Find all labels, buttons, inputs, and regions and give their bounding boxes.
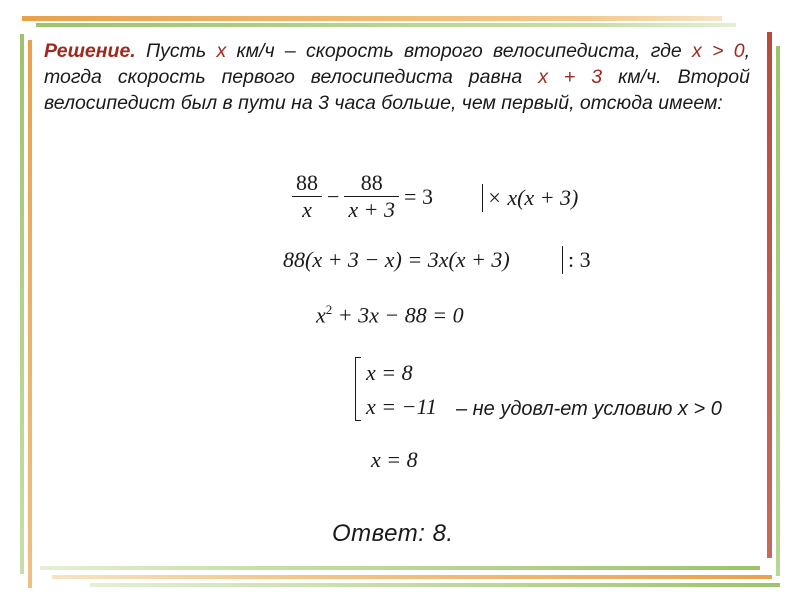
frame-bar-top-orange: [22, 16, 722, 21]
solution-label: Решение.: [44, 40, 136, 62]
intro-text-2: км/ч – скорость второго велосипедиста, где: [226, 40, 693, 62]
fraction-2-numerator: 88: [344, 170, 399, 197]
intro-text-4: км/ч. Второй велосипедист был в пути на 3 часа больше, чем первый, отсюда имеем:: [44, 66, 750, 114]
roots-bracket: [355, 357, 361, 421]
equation-1-rhs: = 3: [404, 183, 433, 209]
root-1: x = 8: [366, 360, 413, 385]
equation-3-exponent: 2: [325, 302, 333, 317]
intro-expression: x + 3: [538, 66, 603, 88]
fraction-1-numerator: 88: [292, 170, 322, 197]
intro-text-3: , тогда скорость первого велосипедиста равна: [44, 40, 751, 88]
equation-3-base: x: [316, 302, 326, 328]
equation-3-rest: + 3x − 88 = 0: [332, 302, 464, 328]
root-2-note: – не удовл-ет условию x > 0: [456, 398, 722, 420]
minus-sign: −: [327, 183, 340, 209]
multiplier-bar: [482, 184, 483, 212]
fraction-1: [292, 170, 322, 223]
frame-bar-top-green: [36, 23, 736, 27]
equation-1: [292, 170, 438, 223]
frame-bar-bottom-orange: [52, 575, 772, 579]
fraction-2: [344, 170, 399, 223]
frame-bar-bottom-green-2: [90, 583, 780, 587]
frame-bar-bottom-green: [40, 566, 760, 570]
intro-variable: x: [216, 40, 227, 62]
divisor-bar: [562, 246, 563, 274]
intro-condition: x > 0: [692, 40, 745, 62]
final-solution: x = 8: [371, 447, 418, 472]
divisor: : 3: [568, 247, 591, 272]
frame-bar-right-red: [767, 32, 772, 558]
intro-text-1: Пусть: [135, 40, 217, 62]
fraction-1-denominator: x: [302, 197, 312, 222]
fraction-2-denominator: x + 3: [348, 197, 396, 222]
frame-bar-left-green: [20, 34, 24, 574]
equation-3: [316, 302, 464, 328]
frame-bar-left-orange: [28, 40, 32, 588]
solution-intro: [44, 38, 750, 116]
frame-bar-right-green: [776, 46, 780, 576]
equation-2: 88(x + 3 − x) = 3x(x + 3): [283, 247, 510, 272]
answer: Ответ: 8.: [332, 520, 454, 547]
multiplier: × x(x + 3): [487, 185, 579, 210]
root-2: x = −11: [366, 394, 437, 419]
